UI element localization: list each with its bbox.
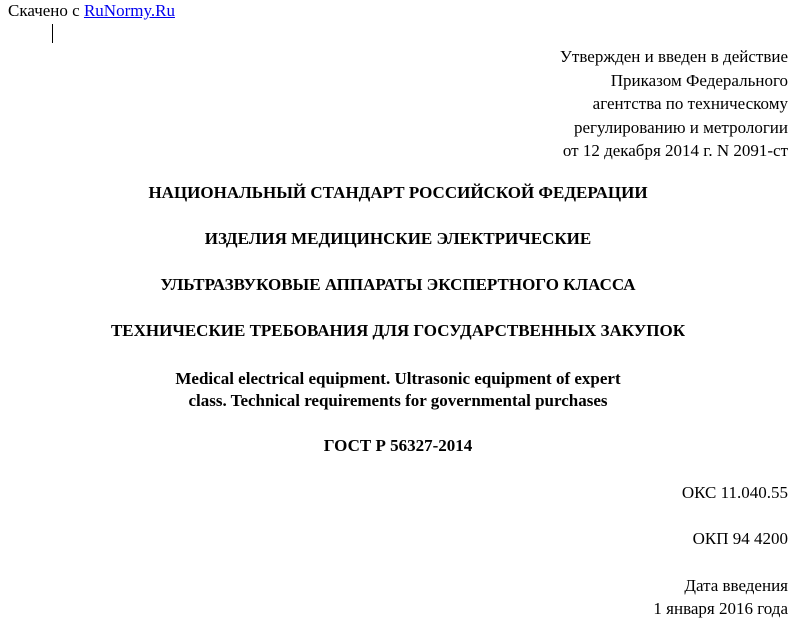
approval-block [560, 45, 788, 163]
english-title-line-1: Medical electrical equipment. Ultrasonic equipment of expert [175, 369, 621, 388]
subject-title: УЛЬТРАЗВУКОВЫЕ АППАРАТЫ ЭКСПЕРТНОГО КЛАССА [160, 275, 636, 294]
english-title-line-2: class. Technical requirements for governmental purchases [188, 391, 608, 410]
oks-code: ОКС 11.040.55 [681, 483, 788, 502]
source-prefix: Скачено с [8, 1, 84, 20]
approval-line-4: регулированию и метрологии [573, 117, 788, 137]
source-link[interactable]: RuNormy.Ru [83, 1, 175, 20]
gost-designation: ГОСТ Р 56327-2014 [323, 436, 473, 455]
approval-line-2: Приказом Федерального [610, 70, 788, 90]
approval-line-5: от 12 декабря 2014 г. N 2091-ст [562, 141, 788, 160]
english-title [0, 368, 790, 412]
requirements-title: ТЕХНИЧЕСКИЕ ТРЕБОВАНИЯ ДЛЯ ГОСУДАРСТВЕННЫХ ЗАКУПОК [110, 321, 686, 340]
introduction-date-block [653, 574, 788, 620]
approval-line-3: агентства по техническому [592, 94, 788, 113]
approval-line-1: Утвержден и введен в действие [559, 47, 788, 66]
product-title: ИЗДЕЛИЯ МЕДИЦИНСКИЕ ЭЛЕКТРИЧЕСКИЕ [204, 229, 592, 248]
okp-code: ОКП 94 4200 [692, 529, 788, 548]
introduction-date: 1 января 2016 года [653, 599, 788, 618]
text-cursor [52, 24, 53, 43]
source-line [8, 1, 175, 21]
standard-title: НАЦИОНАЛЬНЫЙ СТАНДАРТ РОССИЙСКОЙ ФЕДЕРАЦИИ [148, 183, 648, 202]
introduction-label: Дата введения [684, 576, 788, 595]
